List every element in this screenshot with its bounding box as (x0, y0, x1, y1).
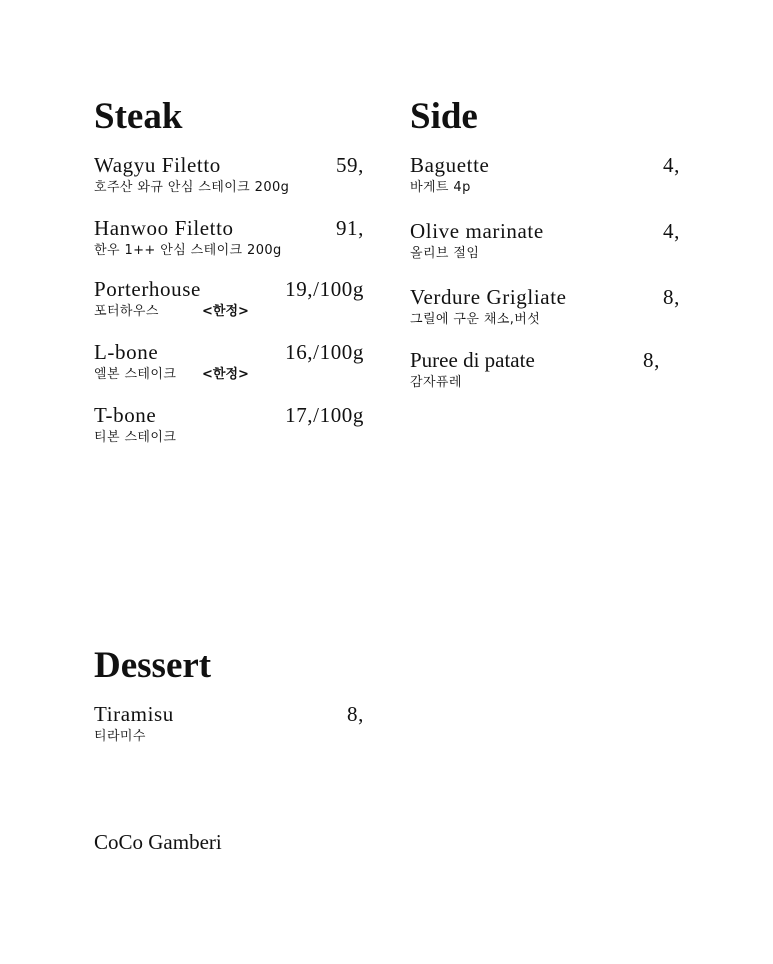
item-description: 티본 스테이크 (94, 430, 177, 445)
item-description: 그릴에 구운 채소,버섯 (410, 312, 541, 327)
menu-item-verdure-grigliate (410, 287, 680, 329)
menu-item-olive-marinate (410, 221, 680, 263)
item-description: 올리브 절임 (410, 246, 480, 261)
item-description: 엘본 스테이크 (94, 367, 177, 382)
item-description: 한우 1++ 안심 스테이크 200g (94, 243, 282, 258)
side-heading: Side (410, 96, 478, 137)
item-name: L-bone (94, 340, 159, 364)
item-name: Tiramisu (94, 702, 174, 726)
dessert-heading: Dessert (94, 645, 212, 686)
item-name: Verdure Grigliate (410, 285, 567, 309)
item-price: 8, (643, 348, 660, 372)
item-description: 포터하우스 (94, 304, 159, 319)
menu-item-tiramisu (94, 704, 364, 746)
item-name: Porterhouse (94, 277, 201, 301)
item-description: 감자퓨레 (410, 375, 462, 390)
item-name: T-bone (94, 403, 157, 427)
item-description: 티라미수 (94, 729, 146, 744)
item-name: Puree di patate (410, 348, 535, 372)
menu-item-hanwoo-filetto (94, 218, 364, 260)
restaurant-name: CoCo Gamberi (94, 830, 222, 854)
item-price: 8, (347, 702, 364, 726)
menu-item-baguette (410, 155, 680, 197)
item-price: 16,/100g (285, 340, 364, 364)
item-price: 91, (335, 216, 364, 240)
item-price: 59, (335, 153, 364, 177)
item-price: 4, (663, 153, 680, 177)
item-name: Hanwoo Filetto (94, 216, 234, 240)
menu-item-porterhouse (94, 279, 364, 321)
menu-item-puree-di-patate (410, 350, 660, 392)
menu-item-t-bone (94, 405, 364, 447)
item-name: Wagyu Filetto (94, 153, 221, 177)
limited-badge: <한정> (202, 304, 249, 319)
item-price: 19,/100g (285, 277, 364, 301)
item-price: 4, (663, 219, 680, 243)
menu-item-wagyu-filetto (94, 155, 364, 197)
item-price: 8, (663, 285, 680, 309)
item-name: Olive marinate (410, 219, 544, 243)
item-description: 호주산 와규 안심 스테이크 200g (94, 180, 290, 195)
item-price: 17,/100g (285, 403, 364, 427)
item-description: 바게트 4p (410, 180, 471, 195)
item-name: Baguette (410, 153, 490, 177)
limited-badge: <한정> (202, 367, 249, 382)
menu-item-l-bone (94, 342, 364, 384)
steak-heading: Steak (94, 96, 183, 137)
